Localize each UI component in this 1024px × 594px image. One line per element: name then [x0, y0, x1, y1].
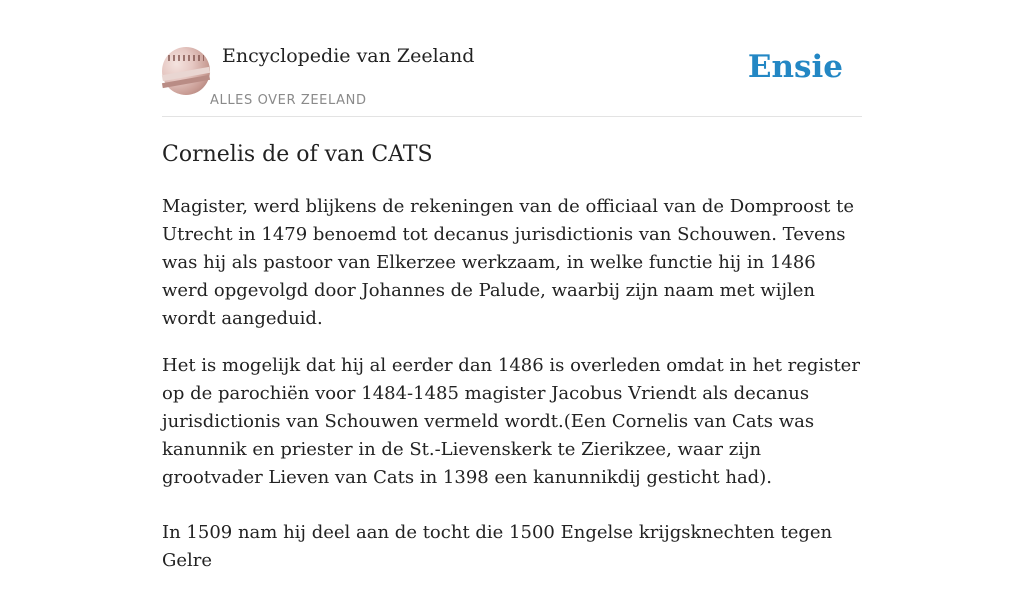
site-avatar[interactable] [162, 47, 210, 95]
article [162, 135, 864, 594]
site-subtitle: ALLES OVER ZEELAND [210, 93, 367, 108]
article-paragraph: Magister, werd blijkens de rekeningen van de officiaal van de Domproost te Utrecht in 1479 benoemd tot decanus jurisdictionis van Schouwen. Tevens was hij als pastoor van Elkerzee werkzaam, in welke functie hij in 1486 werd opgevolgd door Johannes de Palude, waarbij zijn naam met wijlen wordt aangeduid. [162, 196, 855, 329]
article-title: Cornelis de of van CATS [162, 142, 433, 167]
article-paragraph: Het is mogelijk dat hij al eerder dan 1486 is overleden omdat in het register op de parochiën voor 1484-1485 magister Jacobus Vriendt als decanus jurisdictionis van Schouwen vermeld wordt.(Een Cornelis van Cats was kanunnik en priester in de St.-Lievenskerk te Zierikzee, waar zijn grootvader Lieven van Cats in 1398 een kanunnikdij gesticht had). [162, 355, 860, 488]
brand-logo-link[interactable]: Ensie [747, 49, 843, 85]
article-paragraph: In 1509 nam hij deel aan de tocht die 1500 Engelse krijgsknechten tegen Gelre [162, 522, 833, 571]
site-header [162, 0, 862, 117]
site-title-link[interactable]: Encyclopedie van Zeeland [222, 45, 475, 67]
avatar-detail [168, 55, 204, 61]
